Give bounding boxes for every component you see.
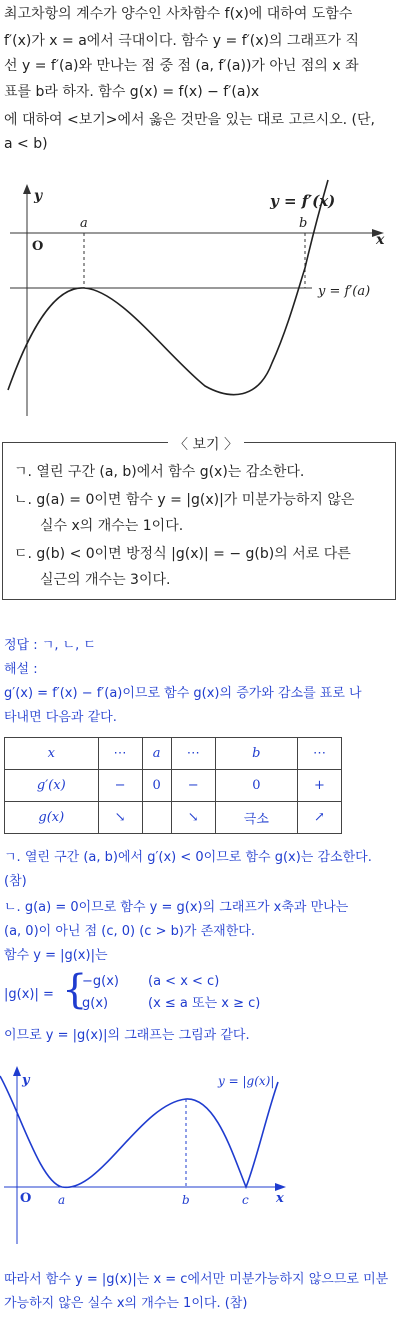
table-cell: 극소 — [215, 802, 297, 834]
table-cell: g(x) — [5, 802, 99, 834]
b-label: b — [299, 216, 308, 231]
a-label: a — [58, 1193, 66, 1207]
derivative-graph — [0, 178, 400, 418]
solution-line: 타내면 다음과 같다. — [4, 710, 117, 725]
x-axis-label: x — [276, 1191, 284, 1206]
abs-g-graph — [0, 1062, 400, 1252]
origin-label: O — [20, 1191, 32, 1206]
table-cell: ⋯ — [171, 738, 215, 770]
question-line: 선 y = f′(a)와 만나는 점 중 점 (a, f′(a))가 아닌 점의 x 좌 — [4, 58, 359, 74]
bogi-item: 실근의 개수는 3이다. — [40, 572, 171, 588]
table-cell: + — [297, 770, 341, 802]
answer-line: 정답 : ㄱ, ㄴ, ㄷ — [4, 638, 96, 653]
table-row — [5, 802, 342, 834]
question-line: 에 대하여 <보기>에서 옳은 것만을 있는 대로 고르시오. (단, — [4, 112, 375, 128]
question-line: 최고차항의 계수가 양수인 사차함수 f(x)에 대하여 도함수 — [4, 6, 353, 22]
table-row — [5, 770, 342, 802]
abs-g-curve — [0, 1076, 278, 1187]
bogi-item: ㄴ. g(a) = 0이면 함수 y = |g(x)|가 미분가능하지 않은 — [14, 492, 355, 508]
table-cell: b — [215, 738, 297, 770]
bogi-title: 〈 보기 〉 — [168, 434, 244, 454]
piecewise-expr: −g(x) — [82, 974, 119, 989]
solution-line: (참) — [4, 874, 27, 889]
question-line: f′(x)가 x = a에서 극대이다. 함수 y = f′(x)의 그래프가 직 — [4, 33, 360, 49]
solution-line: 이므로 y = |g(x)|의 그래프는 그림과 같다. — [4, 1028, 250, 1043]
solution-line: 가능하지 않은 실수 x의 개수는 1이다. (참) — [4, 1296, 248, 1311]
y-axis-label: y — [34, 188, 43, 204]
x-axis-label: x — [376, 232, 385, 248]
table-cell: a — [142, 738, 171, 770]
solution-line: 함수 y = |g(x)|는 — [4, 948, 108, 963]
origin-label: O — [32, 239, 44, 254]
table-cell: 0 — [215, 770, 297, 802]
f-prime-curve — [8, 180, 328, 395]
question-line: 표를 b라 하자. 함수 g(x) = f(x) − f′(a)x — [4, 84, 260, 100]
piecewise-cond: (x ≤ a 또는 x ≥ c) — [148, 996, 261, 1011]
table-cell: g′(x) — [5, 770, 99, 802]
table-cell: x — [5, 738, 99, 770]
table-cell: ⋯ — [98, 738, 142, 770]
x-axis-arrow — [275, 1183, 286, 1191]
solution-line: (a, 0)이 아닌 점 (c, 0) (c > b)가 존재한다. — [4, 924, 255, 939]
bogi-item: 실수 x의 개수는 1이다. — [40, 518, 184, 534]
bogi-item: ㄱ. 열린 구간 (a, b)에서 함수 g(x)는 감소한다. — [14, 464, 305, 480]
c-label: c — [242, 1193, 249, 1207]
table-cell: ↗ — [297, 802, 341, 834]
table-row — [5, 738, 342, 770]
solution-heading: 해설 : — [4, 662, 38, 677]
curve-label: y = f′(x) — [270, 192, 336, 210]
table-cell: − — [98, 770, 142, 802]
table-cell: − — [171, 770, 215, 802]
piecewise-expr: g(x) — [82, 996, 109, 1011]
table-cell: ↘ — [98, 802, 142, 834]
curve-label: y = |g(x)| — [218, 1074, 275, 1088]
line-label: y = f′(a) — [318, 284, 371, 299]
piecewise-cond: (a < x < c) — [148, 974, 220, 989]
brace-icon: { — [62, 967, 88, 1013]
table-cell: 0 — [142, 770, 171, 802]
a-label: a — [80, 216, 88, 231]
table-cell: ↘ — [171, 802, 215, 834]
piecewise-lhs: |g(x)| = — [4, 987, 54, 1002]
solution-line: ㄱ. 열린 구간 (a, b)에서 g′(x) < 0이므로 함수 g(x)는 감소한다. — [4, 850, 372, 865]
solution-line: 따라서 함수 y = |g(x)|는 x = c에서만 미분가능하지 않으므로 미분 — [4, 1272, 389, 1287]
table-cell: ⋯ — [297, 738, 341, 770]
b-label: b — [182, 1193, 190, 1207]
y-axis-label: y — [22, 1073, 30, 1088]
sign-table — [4, 737, 342, 834]
bogi-item: ㄷ. g(b) < 0이면 방정식 |g(x)| = − g(b)의 서로 다른 — [14, 546, 351, 562]
solution-line: g′(x) = f′(x) − f′(a)이므로 함수 g(x)의 증가와 감소를 표로 나 — [4, 686, 362, 701]
y-axis-arrow — [13, 1066, 21, 1076]
table-cell — [142, 802, 171, 834]
solution-line: ㄴ. g(a) = 0이므로 함수 y = g(x)의 그래프가 x축과 만나는 — [4, 900, 349, 915]
y-axis-arrow — [23, 184, 31, 194]
question-line: a < b) — [4, 136, 48, 152]
